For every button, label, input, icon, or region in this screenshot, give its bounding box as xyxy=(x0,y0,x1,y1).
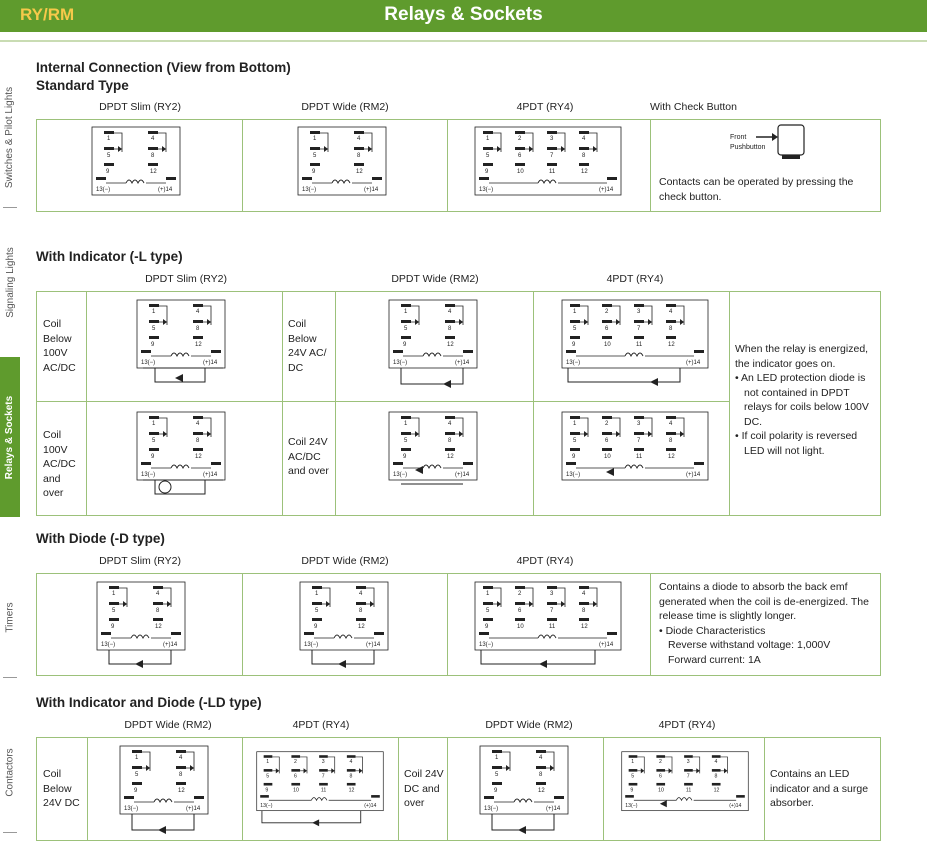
svg-text:12: 12 xyxy=(581,624,588,630)
svg-text:1: 1 xyxy=(495,755,499,761)
svg-text:12: 12 xyxy=(358,624,365,630)
diagram-ry2-d xyxy=(95,580,187,668)
svg-text:4: 4 xyxy=(714,759,718,765)
svg-text:(+)14: (+)14 xyxy=(364,187,379,193)
svg-text:5: 5 xyxy=(107,153,111,159)
tab-switches-pilot-lights[interactable]: Switches & Pilot Lights xyxy=(4,86,16,188)
svg-text:5: 5 xyxy=(266,773,270,780)
svg-text:7: 7 xyxy=(686,773,690,780)
svg-text:2: 2 xyxy=(518,591,522,597)
header-divider xyxy=(0,40,927,42)
svg-text:1: 1 xyxy=(135,755,139,761)
svg-text:(+)14: (+)14 xyxy=(455,360,470,366)
svg-text:9: 9 xyxy=(494,788,498,794)
svg-text:13(−): 13(−) xyxy=(566,472,581,478)
svg-text:13(−): 13(−) xyxy=(141,472,156,478)
svg-text:10: 10 xyxy=(604,454,611,460)
col-label-ry4-b: 4PDT (RY4) xyxy=(658,719,716,731)
svg-text:4: 4 xyxy=(669,309,673,315)
svg-text:8: 8 xyxy=(448,326,452,332)
svg-text:12: 12 xyxy=(356,169,363,175)
svg-text:5: 5 xyxy=(404,438,408,444)
svg-text:6: 6 xyxy=(605,438,609,444)
svg-text:9: 9 xyxy=(485,169,489,175)
svg-text:1: 1 xyxy=(573,309,577,315)
col-label-ry4: 4PDT (RY4) xyxy=(516,101,574,113)
svg-text:12: 12 xyxy=(178,788,185,794)
coil-label-100v-over: Coil 100V AC/DC and over xyxy=(43,429,76,499)
svg-text:9: 9 xyxy=(312,169,316,175)
svg-text:(+)14: (+)14 xyxy=(158,187,173,193)
diagram-ry2-l-high xyxy=(135,410,227,498)
svg-text:8: 8 xyxy=(539,772,543,778)
svg-text:8: 8 xyxy=(582,153,586,159)
svg-text:1: 1 xyxy=(315,591,319,597)
svg-text:(+)14: (+)14 xyxy=(186,806,201,812)
svg-text:8: 8 xyxy=(582,608,586,614)
svg-text:7: 7 xyxy=(550,153,554,159)
svg-text:13(−): 13(−) xyxy=(304,642,319,648)
page-header xyxy=(0,0,927,32)
svg-text:1: 1 xyxy=(266,759,270,765)
svg-text:8: 8 xyxy=(359,608,363,614)
coil-label-24v-dc-over: Coil 24V DC and over xyxy=(404,768,444,809)
svg-text:5: 5 xyxy=(486,608,490,614)
svg-text:3: 3 xyxy=(686,759,690,765)
svg-text:8: 8 xyxy=(349,773,353,780)
svg-text:(+)14: (+)14 xyxy=(203,360,218,366)
col-label-rm2: DPDT Wide (RM2) xyxy=(301,101,389,113)
svg-text:4: 4 xyxy=(179,755,183,761)
col-label-rm2-a: DPDT Wide (RM2) xyxy=(124,719,212,731)
svg-text:5: 5 xyxy=(631,773,635,780)
svg-text:3: 3 xyxy=(550,136,554,142)
svg-text:8: 8 xyxy=(196,438,200,444)
svg-text:5: 5 xyxy=(573,438,577,444)
svg-text:4: 4 xyxy=(359,591,363,597)
svg-text:7: 7 xyxy=(550,608,554,614)
svg-text:5: 5 xyxy=(135,772,139,778)
svg-text:7: 7 xyxy=(637,326,641,332)
svg-text:11: 11 xyxy=(636,454,643,460)
coil-label-below-24v-dc: Coil Below 24V DC xyxy=(43,768,80,809)
svg-text:5: 5 xyxy=(152,326,156,332)
svg-text:5: 5 xyxy=(495,772,499,778)
svg-text:1: 1 xyxy=(486,591,490,597)
svg-text:1: 1 xyxy=(404,421,408,427)
svg-text:4: 4 xyxy=(448,421,452,427)
svg-text:5: 5 xyxy=(573,326,577,332)
svg-text:13(−): 13(−) xyxy=(625,803,638,810)
svg-text:12: 12 xyxy=(538,788,545,794)
svg-text:12: 12 xyxy=(195,454,202,460)
indicator-note: When the relay is energized, the indicator goes on. • An LED protection diode is not contained in DPDT relays for coils below 100V DC. • If coil polarity is reversed LED will not light. xyxy=(735,343,869,457)
svg-text:2: 2 xyxy=(605,421,609,427)
svg-text:8: 8 xyxy=(714,773,718,780)
coil-label-below-24v: Coil Below 24V AC/ DC xyxy=(288,318,327,374)
svg-text:13(−): 13(−) xyxy=(302,187,317,193)
svg-text:12: 12 xyxy=(713,787,720,794)
svg-text:4: 4 xyxy=(151,136,155,142)
tab-signaling-lights[interactable]: Signaling Lights xyxy=(4,246,16,318)
svg-text:9: 9 xyxy=(485,624,489,630)
svg-text:6: 6 xyxy=(518,608,522,614)
svg-text:7: 7 xyxy=(637,438,641,444)
svg-text:(+)14: (+)14 xyxy=(366,642,381,648)
svg-text:8: 8 xyxy=(669,326,673,332)
svg-text:8: 8 xyxy=(196,326,200,332)
svg-text:2: 2 xyxy=(294,759,297,765)
pushbutton-label: Pushbutton xyxy=(730,144,766,151)
diagram-ry4-l-low xyxy=(560,298,710,388)
svg-text:9: 9 xyxy=(403,342,407,348)
col-label-rm2: DPDT Wide (RM2) xyxy=(391,273,479,285)
svg-text:9: 9 xyxy=(572,454,576,460)
coil-label-below-100v: Coil Below 100V AC/DC xyxy=(43,318,76,374)
svg-text:4: 4 xyxy=(539,755,543,761)
col-label-ry2: DPDT Slim (RY2) xyxy=(145,273,227,285)
svg-text:5: 5 xyxy=(315,608,319,614)
svg-text:3: 3 xyxy=(321,759,325,765)
svg-text:2: 2 xyxy=(659,759,662,765)
svg-text:(+)14: (+)14 xyxy=(203,472,218,478)
svg-text:12: 12 xyxy=(195,342,202,348)
svg-text:4: 4 xyxy=(669,421,673,427)
svg-text:3: 3 xyxy=(550,591,554,597)
col-label-rm2: DPDT Wide (RM2) xyxy=(301,555,389,567)
diagram-ry4-standard xyxy=(473,125,623,205)
svg-text:8: 8 xyxy=(669,438,673,444)
coil-label-24v-over: Coil 24V AC/DC and over xyxy=(288,436,329,477)
svg-text:9: 9 xyxy=(106,169,110,175)
diagram-rm2-l-low xyxy=(387,298,479,393)
diagram-ry4-ld-high xyxy=(620,744,750,834)
svg-text:4: 4 xyxy=(357,136,361,142)
svg-text:12: 12 xyxy=(447,454,454,460)
tab-relays-sockets[interactable]: Relays & Sockets xyxy=(0,357,20,517)
svg-text:6: 6 xyxy=(605,326,609,332)
diagram-ry2-l-low xyxy=(135,298,227,386)
section-title-indicator-diode: With Indicator and Diode (-LD type) xyxy=(36,695,262,710)
svg-text:4: 4 xyxy=(156,591,160,597)
svg-text:12: 12 xyxy=(668,342,675,348)
svg-text:4: 4 xyxy=(582,591,586,597)
svg-text:9: 9 xyxy=(151,454,155,460)
diagram-ry4-ld-low xyxy=(255,744,385,834)
svg-text:11: 11 xyxy=(685,787,692,794)
col-label-check: With Check Button xyxy=(650,101,737,113)
svg-text:9: 9 xyxy=(403,454,407,460)
diagram-rm2-ld-low xyxy=(118,744,210,834)
svg-text:4: 4 xyxy=(196,309,200,315)
col-label-ry4-a: 4PDT (RY4) xyxy=(292,719,350,731)
diagram-rm2-d xyxy=(298,580,390,668)
diagram-ry2-standard xyxy=(90,125,182,205)
svg-text:10: 10 xyxy=(517,624,524,630)
tab-timers[interactable]: Timers xyxy=(4,601,16,633)
svg-text:6: 6 xyxy=(659,773,662,780)
svg-text:11: 11 xyxy=(320,787,327,794)
svg-text:13(−): 13(−) xyxy=(101,642,116,648)
svg-text:8: 8 xyxy=(156,608,160,614)
svg-text:(+)14: (+)14 xyxy=(599,187,614,193)
svg-text:(+)14: (+)14 xyxy=(686,472,701,478)
svg-text:11: 11 xyxy=(549,624,556,630)
svg-text:13(−): 13(−) xyxy=(484,806,499,812)
svg-text:13(−): 13(−) xyxy=(479,642,494,648)
svg-text:7: 7 xyxy=(321,773,325,780)
svg-text:1: 1 xyxy=(631,759,635,765)
svg-text:10: 10 xyxy=(293,787,299,794)
diagram-rm2-standard xyxy=(296,125,388,205)
svg-text:4: 4 xyxy=(196,421,200,427)
section-title-indicator: With Indicator (-L type) xyxy=(36,249,183,264)
diagram-rm2-ld-high xyxy=(478,744,570,834)
svg-text:2: 2 xyxy=(518,136,522,142)
svg-text:(+)14: (+)14 xyxy=(455,472,470,478)
page-title: Relays & Sockets xyxy=(384,4,543,25)
svg-text:13(−): 13(−) xyxy=(124,806,139,812)
svg-text:4: 4 xyxy=(349,759,353,765)
diagram-ry4-l-high xyxy=(560,410,710,500)
svg-text:4: 4 xyxy=(582,136,586,142)
tab-contactors[interactable]: Contactors xyxy=(4,747,16,797)
section-title-diode: With Diode (-D type) xyxy=(36,531,165,546)
svg-text:13(−): 13(−) xyxy=(393,360,408,366)
svg-text:13(−): 13(−) xyxy=(566,360,581,366)
svg-text:1: 1 xyxy=(152,309,156,315)
svg-text:3: 3 xyxy=(637,421,641,427)
col-label-ry4: 4PDT (RY4) xyxy=(516,555,574,567)
svg-text:5: 5 xyxy=(404,326,408,332)
svg-text:13(−): 13(−) xyxy=(260,803,273,810)
svg-text:11: 11 xyxy=(636,342,643,348)
svg-text:12: 12 xyxy=(348,787,355,794)
svg-text:1: 1 xyxy=(107,136,111,142)
svg-text:12: 12 xyxy=(447,342,454,348)
svg-text:13(−): 13(−) xyxy=(479,187,494,193)
svg-text:(+)14: (+)14 xyxy=(364,803,377,810)
section-title-internal-connection: Internal Connection (View from Bottom) xyxy=(36,60,291,75)
section-subtitle-standard: Standard Type xyxy=(36,78,129,93)
svg-text:9: 9 xyxy=(314,624,318,630)
col-label-ry2: DPDT Slim (RY2) xyxy=(99,555,181,567)
svg-text:1: 1 xyxy=(573,421,577,427)
svg-text:10: 10 xyxy=(658,787,664,794)
svg-text:9: 9 xyxy=(111,624,115,630)
svg-text:3: 3 xyxy=(637,309,641,315)
svg-text:13(−): 13(−) xyxy=(141,360,156,366)
svg-text:12: 12 xyxy=(581,169,588,175)
svg-text:(+)14: (+)14 xyxy=(729,803,742,810)
svg-text:12: 12 xyxy=(155,624,162,630)
diagram-ry4-d xyxy=(473,580,623,668)
check-note: Contacts can be operated by pressing the check button. xyxy=(659,176,854,203)
series-label: RY/RM xyxy=(20,5,75,24)
svg-text:5: 5 xyxy=(152,438,156,444)
svg-text:10: 10 xyxy=(604,342,611,348)
svg-text:5: 5 xyxy=(112,608,116,614)
col-label-ry4: 4PDT (RY4) xyxy=(606,273,664,285)
svg-text:(+)14: (+)14 xyxy=(546,806,561,812)
ld-note: Contains an LED indicator and a surge absorber. xyxy=(770,768,869,809)
diagram-rm2-l-high xyxy=(387,410,479,502)
svg-text:12: 12 xyxy=(150,169,157,175)
sidebar xyxy=(0,42,20,855)
col-label-rm2-b: DPDT Wide (RM2) xyxy=(485,719,573,731)
svg-text:13(−): 13(−) xyxy=(96,187,111,193)
front-label: Front xyxy=(730,134,747,141)
svg-text:8: 8 xyxy=(151,153,155,159)
svg-text:4: 4 xyxy=(448,309,452,315)
svg-text:1: 1 xyxy=(313,136,317,142)
svg-text:2: 2 xyxy=(605,309,609,315)
svg-text:5: 5 xyxy=(486,153,490,159)
svg-text:6: 6 xyxy=(294,773,297,780)
svg-text:13(−): 13(−) xyxy=(393,472,408,478)
svg-text:(+)14: (+)14 xyxy=(686,360,701,366)
svg-text:(+)14: (+)14 xyxy=(599,642,614,648)
svg-text:9: 9 xyxy=(572,342,576,348)
svg-text:11: 11 xyxy=(549,169,556,175)
svg-text:9: 9 xyxy=(630,787,634,794)
svg-text:8: 8 xyxy=(179,772,183,778)
svg-text:8: 8 xyxy=(448,438,452,444)
svg-text:5: 5 xyxy=(313,153,317,159)
svg-text:1: 1 xyxy=(404,309,408,315)
svg-text:9: 9 xyxy=(265,787,269,794)
svg-text:1: 1 xyxy=(152,421,156,427)
svg-text:9: 9 xyxy=(151,342,155,348)
svg-text:8: 8 xyxy=(357,153,361,159)
svg-text:12: 12 xyxy=(668,454,675,460)
svg-text:10: 10 xyxy=(517,169,524,175)
svg-text:9: 9 xyxy=(134,788,138,794)
svg-text:1: 1 xyxy=(486,136,490,142)
diode-note: Contains a diode to absorb the back emf generated when the coil is de-energized. The release time is slightly longer. • Diode Characteristics Reverse withstand voltage: 1,000V Forward current: 1A xyxy=(659,581,869,666)
svg-text:(+)14: (+)14 xyxy=(163,642,178,648)
col-label-ry2: DPDT Slim (RY2) xyxy=(99,101,181,113)
svg-text:1: 1 xyxy=(112,591,116,597)
svg-text:6: 6 xyxy=(518,153,522,159)
